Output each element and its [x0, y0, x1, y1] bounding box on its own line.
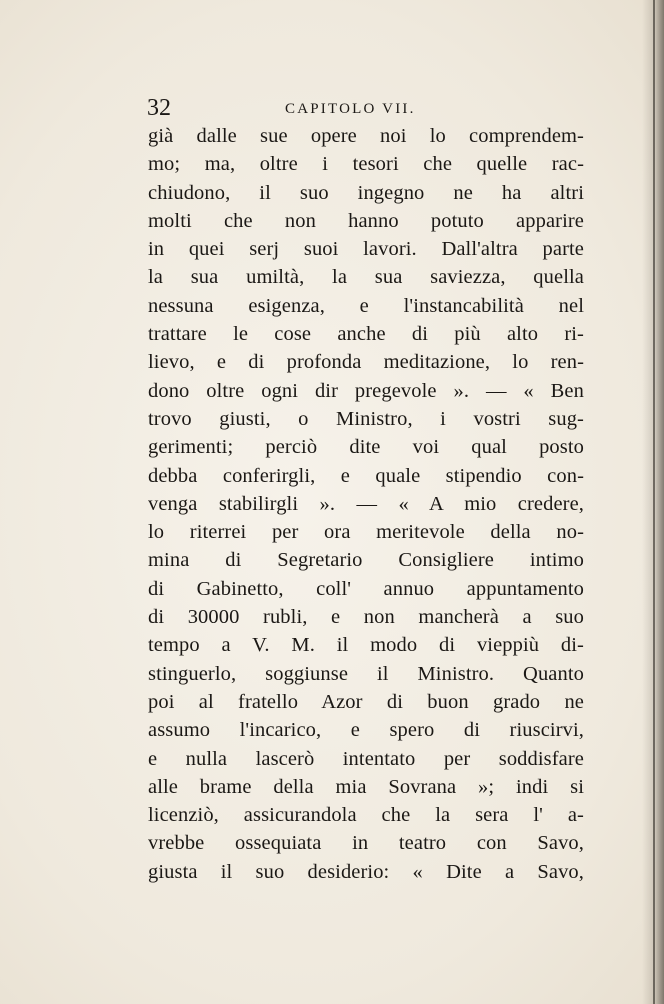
text-line: molti che non hanno potuto apparire [148, 209, 584, 232]
body-text [148, 122, 584, 886]
text-line: lo riterrei per ora meritevole della no- [148, 521, 584, 544]
text-line: di 30000 rubli, e non mancherà a suo [148, 606, 584, 629]
text-line: mo; ma, oltre i tesori che quelle rac- [148, 153, 584, 176]
page-edge-line [653, 0, 655, 1004]
text-line: in quei serj suoi lavori. Dall'altra parte [148, 238, 584, 261]
running-head: CAPITOLO VII. [285, 101, 416, 117]
text-line: vrebbe ossequiata in teatro con Savo, [148, 832, 584, 855]
text-line: la sua umiltà, la sua saviezza, quella [148, 266, 584, 289]
text-line: trattare le cose anche di più alto ri- [148, 323, 584, 346]
text-line: dono oltre ogni dir pregevole ». — « Ben [148, 379, 584, 402]
text-line: poi al fratello Azor di buon grado ne [148, 690, 584, 713]
text-line: licenziò, assicurandola che la sera l' a- [148, 804, 584, 827]
text-line: lievo, e di profonda meditazione, lo ren- [148, 351, 584, 374]
text-line: alle brame della mia Sovrana »; indi si [148, 775, 584, 798]
text-line: chiudono, il suo ingegno ne ha altri [148, 181, 584, 204]
text-line: trovo giusti, o Ministro, i vostri sug- [148, 407, 584, 430]
text-line: e nulla lascerò intentato per soddisfare [148, 747, 584, 770]
page-number: 32 [147, 95, 171, 121]
text-line: di Gabinetto, coll' annuo appuntamento [148, 577, 584, 600]
text-line: nessuna esigenza, e l'instancabilità nel [148, 294, 584, 317]
text-line: assumo l'incarico, e spero di riuscirvi, [148, 719, 584, 742]
text-line: stinguerlo, soggiunse il Ministro. Quanto [148, 662, 584, 685]
text-line: mina di Segretario Consigliere intimo [148, 549, 584, 572]
text-line: gerimenti; perciò dite voi qual posto [148, 436, 584, 459]
page-header [147, 92, 587, 122]
text-line: debba conferirgli, e quale stipendio con- [148, 464, 584, 487]
text-line: venga stabilirgli ». — « A mio credere, [148, 492, 584, 515]
text-line: già dalle sue opere noi lo comprendem- [148, 125, 584, 147]
text-line: giusta il suo desiderio: « Dite a Savo, [148, 860, 584, 883]
text-line: tempo a V. M. il modo di vieppiù di- [148, 634, 584, 657]
